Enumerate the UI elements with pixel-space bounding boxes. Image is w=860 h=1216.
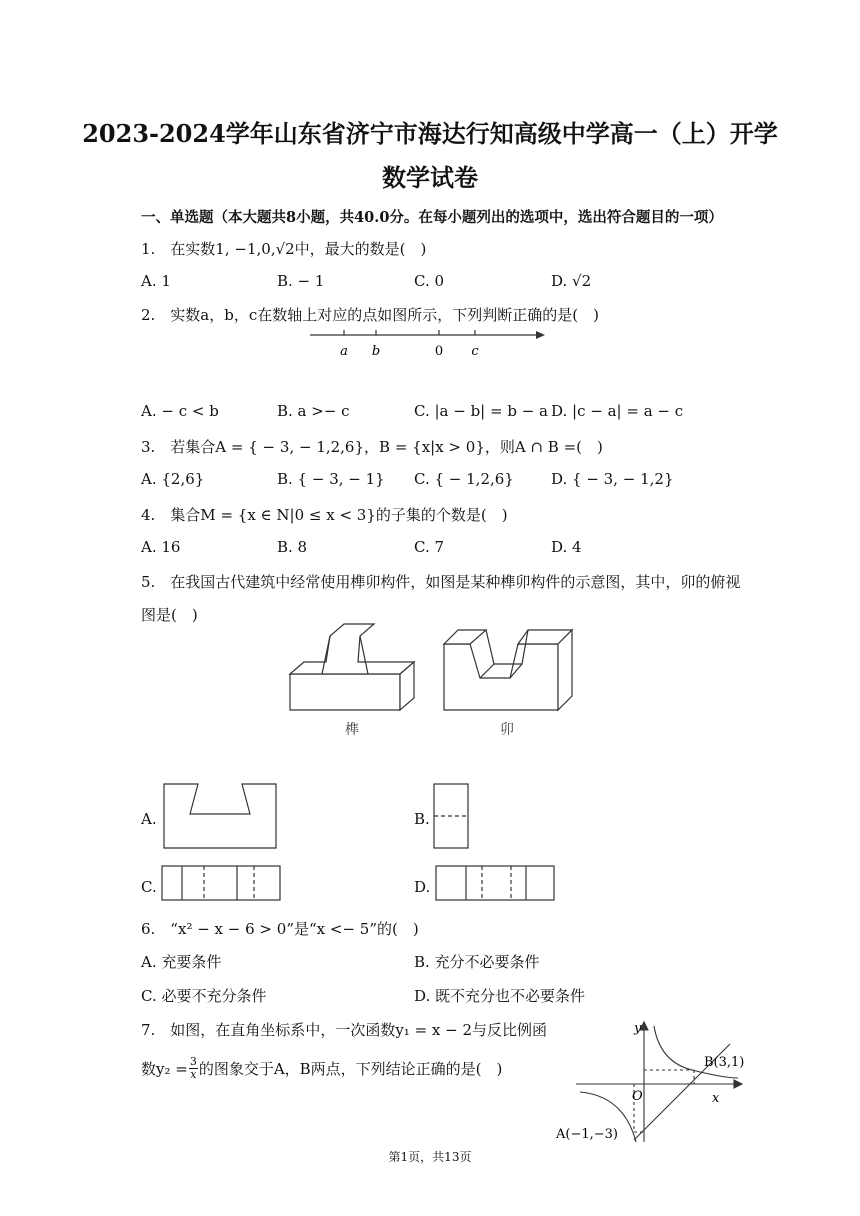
question-5-option-b: B.	[414, 810, 430, 828]
tenon-top	[290, 624, 414, 674]
mortise-side	[558, 630, 572, 710]
question-7-stem-line2	[141, 1056, 502, 1081]
question-7-stem-line2-b: 的图象交于A，B两点，下列结论正确的是( )	[198, 1060, 503, 1078]
question-5-stem-line1: 5. 在我国古代建筑中经常使用榫卯构件，如图是某种榫卯构件的示意图，其中，卯的俯视	[141, 573, 741, 591]
question-3-option-c: C. { − 1,2,6}	[414, 470, 514, 488]
label-origin: O	[632, 1089, 643, 1104]
label-tenon: 榫	[345, 722, 359, 738]
question-1-option-b: B. − 1	[277, 272, 325, 290]
question-4-option-d: D. 4	[551, 538, 582, 556]
fraction-denominator: x	[190, 1068, 197, 1081]
question-2-option-c: C. |a − b| = b − a	[414, 402, 548, 420]
question-6-option-b: B. 充分不必要条件	[414, 953, 540, 971]
fraction-numerator: 3	[189, 1055, 197, 1068]
question-6-option-a: A. 充要条件	[141, 953, 222, 971]
page-title: 2023-2024学年山东省济宁市海达行知高级中学高一（上）开学	[82, 119, 778, 148]
question-1-stem: 1. 在实数1, −1,0,√2中，最大的数是( )	[141, 240, 427, 258]
option-d-figure	[434, 864, 556, 902]
option-c-rect	[162, 866, 280, 900]
question-3-stem: 3. 若集合A = { − 3, − 1,2,6}，B = {x|x > 0}，则A ∩ B =( )	[141, 438, 603, 456]
hyperbola-branch-q1	[654, 1026, 738, 1078]
tenon-front-base	[290, 674, 400, 710]
question-1-option-a: A. 1	[141, 272, 171, 290]
question-2-stem: 2. 实数a，b，c在数轴上对应的点如图所示，下列判断正确的是( )	[141, 306, 599, 324]
x-axis-arrow	[734, 1080, 742, 1088]
question-4-stem: 4. 集合M = {x ∈ N|0 ≤ x < 3}的子集的个数是( )	[141, 506, 508, 524]
question-7-stem-line1: 7. 如图，在直角坐标系中，一次函数y₁ = x − 2与反比例函	[141, 1021, 548, 1039]
page-footer: 第1页，共13页	[388, 1150, 472, 1164]
label-mortise: 卯	[500, 722, 514, 738]
fraction-3-over-x	[189, 1056, 198, 1081]
question-7-stem-line2-a: 数y₂ =	[141, 1060, 188, 1078]
question-4-option-b: B. 8	[277, 538, 308, 556]
mortise-top-left	[444, 630, 486, 644]
option-d-rect	[436, 866, 554, 900]
question-5-option-c: C.	[141, 878, 157, 896]
option-c-figure	[160, 864, 282, 902]
question-5-stem-line2: 图是( )	[141, 606, 198, 624]
coordinate-graph-figure	[552, 1014, 752, 1144]
question-5-option-d: D.	[414, 878, 431, 896]
question-3-option-a: A. {2,6}	[141, 470, 205, 488]
label-c: c	[471, 344, 479, 359]
page-subtitle: 数学试卷	[382, 163, 478, 192]
option-a-figure	[162, 782, 280, 850]
option-a-shape	[164, 784, 276, 848]
number-line-figure	[305, 322, 555, 362]
label-point-b: B(3,1)	[704, 1055, 745, 1070]
label-b: b	[371, 344, 381, 359]
question-5-option-a: A.	[141, 810, 157, 828]
label-y: y	[634, 1021, 642, 1036]
question-2-option-b: B. a >− c	[277, 402, 350, 420]
question-1-option-c: C. 0	[414, 272, 445, 290]
question-4-option-c: C. 7	[414, 538, 445, 556]
question-6-stem: 6. “x² − x − 6 > 0”是“x <− 5”的( )	[141, 920, 419, 938]
question-3-option-b: B. { − 3, − 1}	[277, 470, 385, 488]
label-0: 0	[434, 344, 444, 359]
label-a: a	[340, 344, 348, 359]
question-2-option-a: A. − c < b	[141, 402, 219, 420]
option-b-figure	[432, 782, 470, 850]
mortise-tenon-figure	[282, 622, 582, 744]
question-1-option-d: D. √2	[551, 272, 592, 290]
question-4-option-a: A. 16	[141, 538, 181, 556]
question-2-option-d: D. |c − a| = a − c	[551, 402, 684, 420]
number-line-arrow	[536, 331, 545, 339]
mortise-front	[444, 644, 558, 710]
section-header: 一、单选题（本大题共8小题，共40.0分。在每小题列出的选项中，选出符合题目的一项）	[141, 209, 723, 226]
mortise-slot-edge-left	[480, 664, 494, 678]
label-x: x	[712, 1091, 720, 1106]
question-3-option-d: D. { − 3, − 1,2}	[551, 470, 674, 488]
question-6-option-d: D. 既不充分也不必要条件	[414, 987, 586, 1005]
question-6-option-c: C. 必要不充分条件	[141, 987, 267, 1005]
label-point-a: A(−1,−3)	[556, 1127, 618, 1142]
